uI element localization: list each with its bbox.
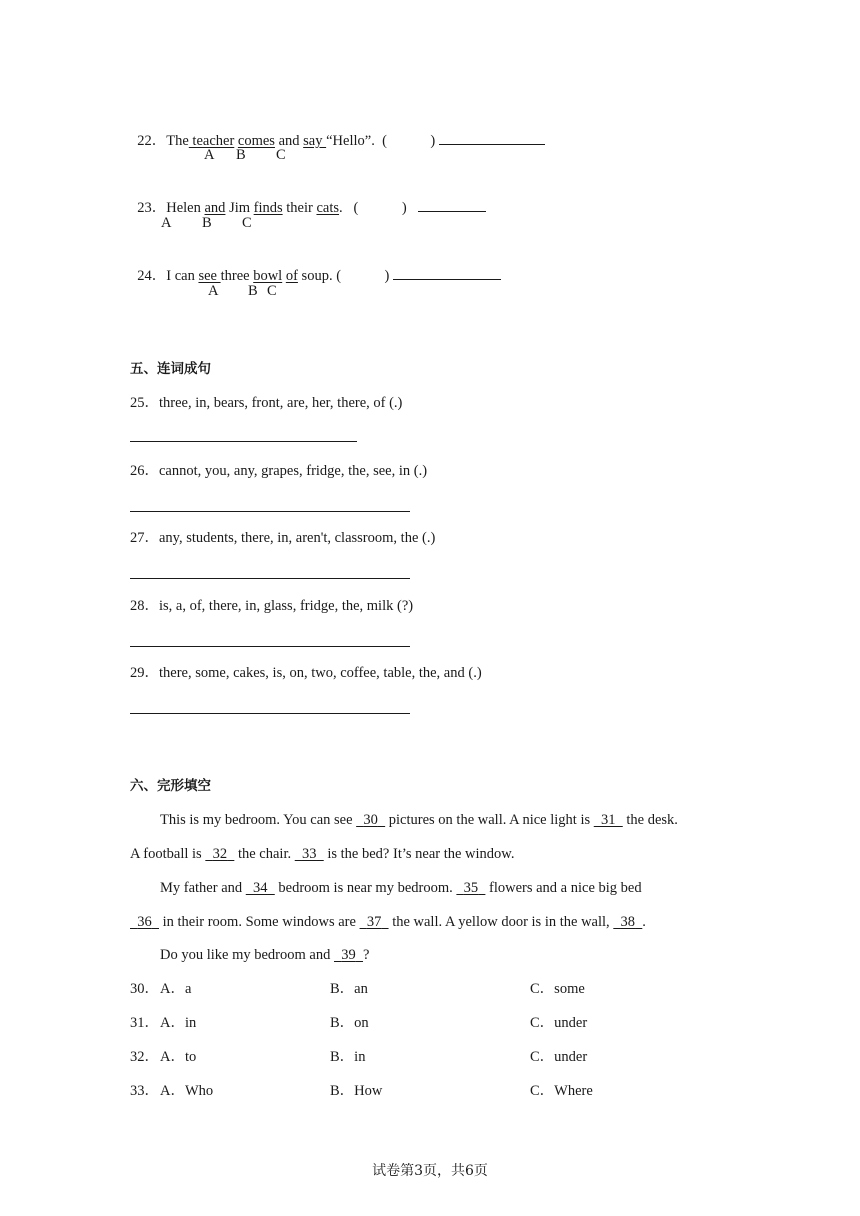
choice-b[interactable]: B．an <box>330 981 368 997</box>
cloze-blank-38[interactable]: 38 <box>620 914 636 930</box>
passage-line-1: This is my bedroom. You can see 30 pictures on the wall. A nice light is 31 the desk. <box>160 812 678 828</box>
choice-a[interactable]: A．a <box>160 981 192 997</box>
cloze-blank-37[interactable]: 37 <box>366 914 382 930</box>
choice-a[interactable]: A．to <box>160 1049 197 1065</box>
section-title: 六、完形填空 <box>130 778 211 794</box>
answer-line[interactable] <box>130 441 357 442</box>
choice-c[interactable]: C．under <box>530 1015 588 1031</box>
option-letter-a: A <box>161 215 172 231</box>
choice-c[interactable]: C．some <box>530 981 585 997</box>
choice-c[interactable]: C．Where <box>530 1083 593 1099</box>
passage-line-5: Do you like my bedroom and 39 ? <box>160 947 370 963</box>
option-letter-c: C <box>276 147 286 163</box>
cloze-blank-35[interactable]: 35 <box>463 880 479 896</box>
option-letter-a: A <box>208 283 219 299</box>
answer-paren: ( ) <box>382 133 436 149</box>
page-footer: 试卷第3页，共6页 <box>372 1163 488 1179</box>
section-title: 五、连词成句 <box>130 361 211 377</box>
question-24: 24．I can see three bowl of soup. ( ) <box>130 248 501 285</box>
question-number: 22． <box>137 133 167 149</box>
choice-c[interactable]: C．under <box>530 1049 588 1065</box>
choice-number: 33． <box>130 1083 159 1099</box>
question-28: 28．is, a, of, there, in, glass, fridge, the, milk (?) <box>130 598 414 614</box>
choice-a[interactable]: A．in <box>160 1015 197 1031</box>
answer-line[interactable] <box>130 578 410 579</box>
choice-b[interactable]: B．on <box>330 1015 369 1031</box>
question-number: 23． <box>137 200 167 216</box>
cloze-blank-32[interactable]: 32 <box>212 846 228 862</box>
passage-line-2: A football is 32 the chair. 33 is the bed? It’s near the window. <box>130 846 515 862</box>
cloze-blank-39[interactable]: 39 <box>341 947 356 963</box>
option-letter-b: B <box>236 147 246 163</box>
answer-paren: ( ) <box>353 200 407 216</box>
question-29: 29．there, some, cakes, is, on, two, coffee, table, the, and (.) <box>130 665 482 681</box>
choice-number: 32． <box>130 1049 159 1065</box>
answer-line[interactable] <box>130 713 410 714</box>
answer-blank[interactable] <box>418 198 486 212</box>
question-number: 24． <box>137 268 167 284</box>
choice-a[interactable]: A．Who <box>160 1083 214 1099</box>
passage-line-4: 36 in their room. Some windows are 37 the wall. A yellow door is in the wall, 38 . <box>130 913 646 931</box>
question-25: 25．three, in, bears, front, are, her, there, of (.) <box>130 395 403 411</box>
answer-blank[interactable] <box>393 266 501 280</box>
option-letter-a: A <box>204 147 215 163</box>
answer-blank[interactable] <box>439 131 545 145</box>
choice-number: 30． <box>130 981 159 997</box>
answer-paren: ( ) <box>336 268 390 284</box>
passage-line-3: My father and 34 bedroom is near my bedroom. 35 flowers and a nice big bed <box>160 880 642 896</box>
cloze-blank-31[interactable]: 31 <box>601 812 616 828</box>
answer-line[interactable] <box>130 646 410 647</box>
option-letter-b: B <box>202 215 212 231</box>
option-letter-b: B <box>248 283 258 299</box>
question-26: 26．cannot, you, any, grapes, fridge, the, see, in (.) <box>130 463 428 479</box>
choice-b[interactable]: B．How <box>330 1083 383 1099</box>
question-23: 23．Helen and Jim finds their cats. ( ) <box>130 180 486 217</box>
answer-line[interactable] <box>130 511 410 512</box>
question-22: 22．The teacher comes and say “Hello”. ( ) <box>130 113 545 150</box>
choice-number: 31． <box>130 1015 159 1031</box>
cloze-blank-33[interactable]: 33 <box>301 846 317 862</box>
cloze-blank-34[interactable]: 34 <box>253 880 268 896</box>
cloze-blank-30[interactable]: 30 <box>363 812 378 828</box>
option-letter-c: C <box>267 283 277 299</box>
choice-b[interactable]: B．in <box>330 1049 366 1065</box>
question-27: 27．any, students, there, in, aren't, classroom, the (.) <box>130 530 436 546</box>
cloze-blank-36[interactable]: 36 <box>137 914 152 930</box>
option-letter-c: C <box>242 215 252 231</box>
